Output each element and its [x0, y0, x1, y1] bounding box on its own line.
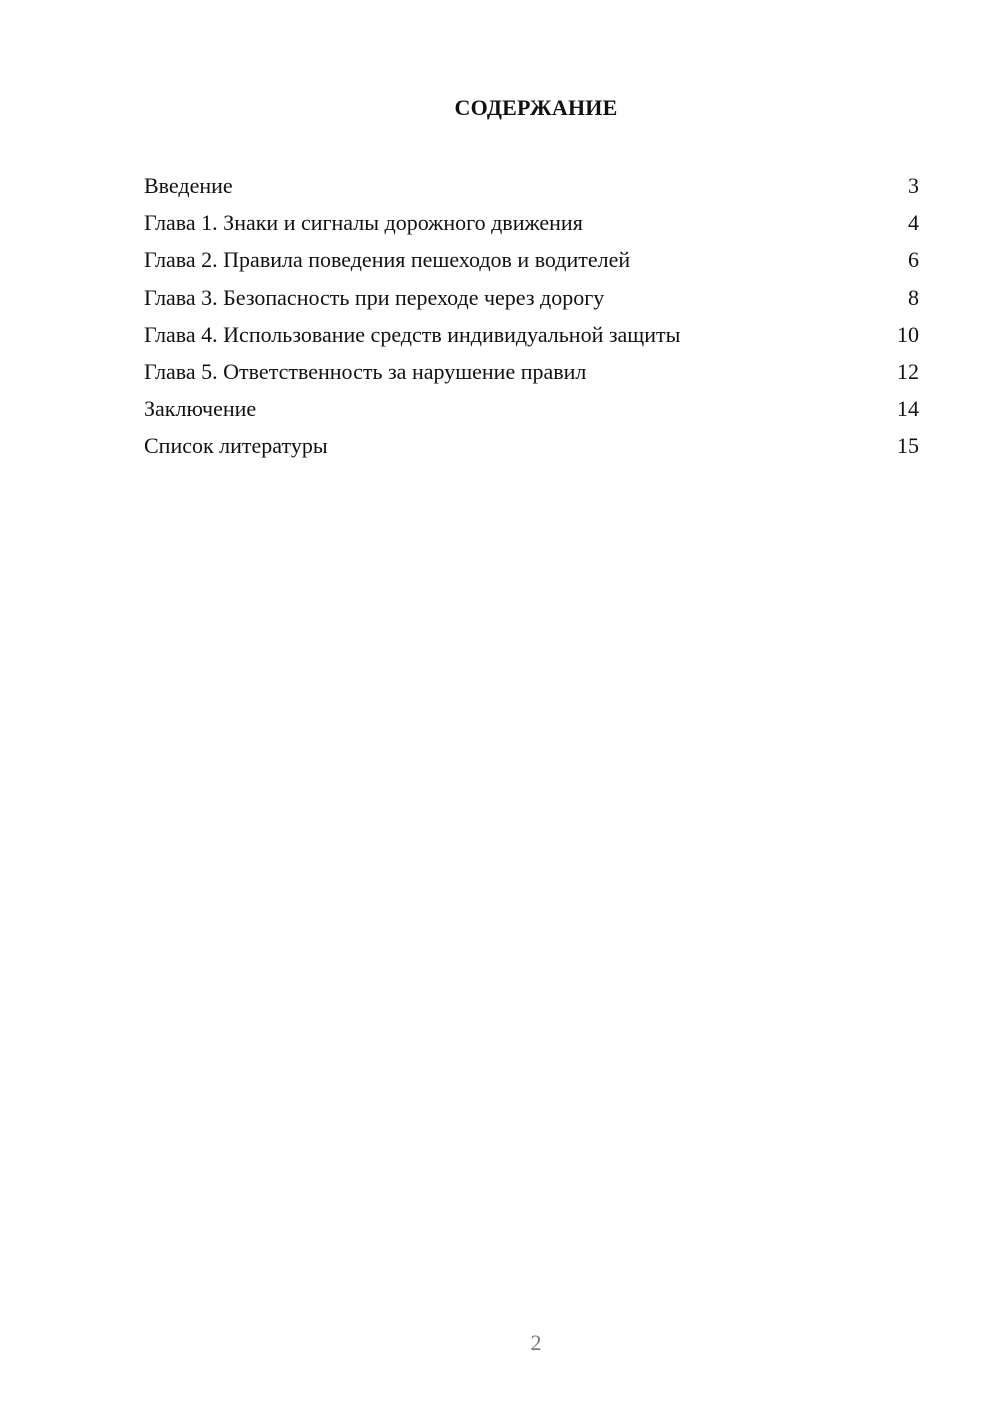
toc-entry-introduction — [144, 167, 919, 204]
toc-entry-page: 15 — [897, 433, 919, 459]
toc-entry-title: Список литературы — [144, 433, 328, 459]
toc-entry-chapter-5 — [144, 353, 919, 390]
toc-entry-title: Глава 1. Знаки и сигналы дорожного движения — [144, 210, 583, 236]
toc-entry-page: 14 — [897, 396, 919, 422]
toc-entry-page: 8 — [908, 284, 919, 310]
toc-entry-page: 3 — [908, 173, 919, 198]
toc-entry-page: 4 — [908, 210, 919, 236]
toc-entry-references — [144, 427, 919, 464]
page-number: 2 — [530, 1330, 542, 1355]
toc-entry-page: 12 — [897, 358, 919, 384]
page-title: СОДЕРЖАНИЕ — [454, 95, 618, 120]
table-of-contents — [144, 167, 919, 465]
toc-entry-chapter-3 — [144, 279, 919, 316]
toc-entry-title: Заключение — [144, 396, 257, 422]
toc-entry-conclusion — [144, 390, 919, 427]
toc-entry-title: Введение — [144, 173, 233, 198]
toc-entry-title: Глава 4. Использование средств индивидуальной защиты — [144, 321, 681, 347]
toc-entry-title: Глава 5. Ответственность за нарушение правил — [144, 358, 587, 384]
toc-entry-page: 10 — [897, 321, 919, 347]
toc-entry-title: Глава 2. Правила поведения пешеходов и водителей — [144, 247, 631, 273]
toc-entry-chapter-2 — [144, 241, 919, 278]
toc-entry-chapter-4 — [144, 316, 919, 353]
toc-entry-title: Глава 3. Безопасность при переходе через дорогу — [144, 284, 605, 310]
toc-entry-page: 6 — [908, 247, 919, 273]
toc-entry-chapter-1 — [144, 204, 919, 241]
